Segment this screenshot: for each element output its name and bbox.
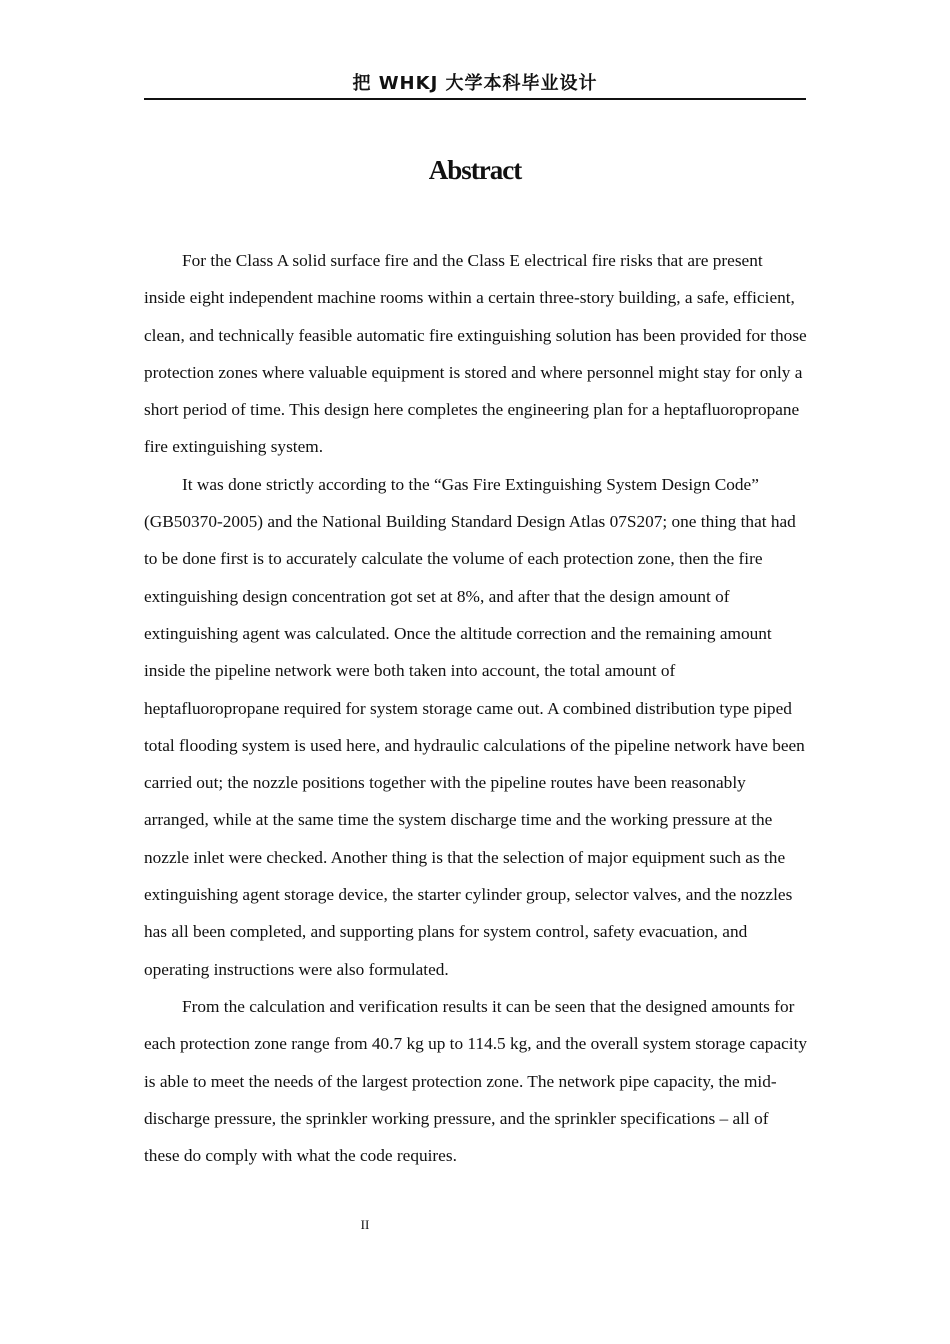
abstract-body	[144, 242, 808, 1174]
page-header: 把 WHKJ 大学本科毕业设计	[144, 70, 806, 100]
abstract-paragraph-1: For the Class A solid surface fire and the Class E electrical fire risks that are present inside eight independent machine rooms within a certain three-story building, a safe, efficient, clean, and technically feasible automatic fire extinguishing solution has been provided for those protection zones where valuable equipment is stored and where personnel might stay for only a short period of time. This design here completes the engineering plan for a heptafluoropropane fire extinguishing system.	[144, 251, 807, 457]
page-title: Abstract	[428, 155, 522, 185]
page-number: II	[360, 1217, 370, 1232]
abstract-paragraph-3: From the calculation and verification results it can be seen that the designed amounts for each protection zone range from 40.7 kg up to 114.5 kg, and the overall system storage capacity is able to meet the needs of the largest protection zone. The network pipe capacity, the mid-discharge pressure, the sprinkler working pressure, and the sprinkler specifications – all of these do comply with what the code requires.	[144, 996, 808, 1166]
abstract-paragraph-2: It was done strictly according to the “Gas Fire Extinguishing System Design Code” (GB50370-2005) and the National Building Standard Design Atlas 07S207; one thing that had to be done first is to accurately calculate the volume of each protection zone, then the fire extinguishing design concentration got set at 8%, and after that the design amount of extinguishing agent was calculated. Once the altitude correction and the remaining amount inside the pipeline network were both taken into account, the total amount of heptafluoropropane required for system storage came out. A combined distribution type piped total flooding system is used here, and hydraulic calculations of the pipeline network have been carried out; the nozzle positions together with the pipeline routes have been reasonably arranged, while at the same time the system discharge time and the working pressure at the nozzle inlet were checked. Another thing is that the selection of major equipment such as the extinguishing agent storage device, the starter cylinder group, selector valves, and the nozzles has all been completed, and supporting plans for system control, safety evacuation, and operating instructions were also formulated.	[144, 474, 805, 979]
